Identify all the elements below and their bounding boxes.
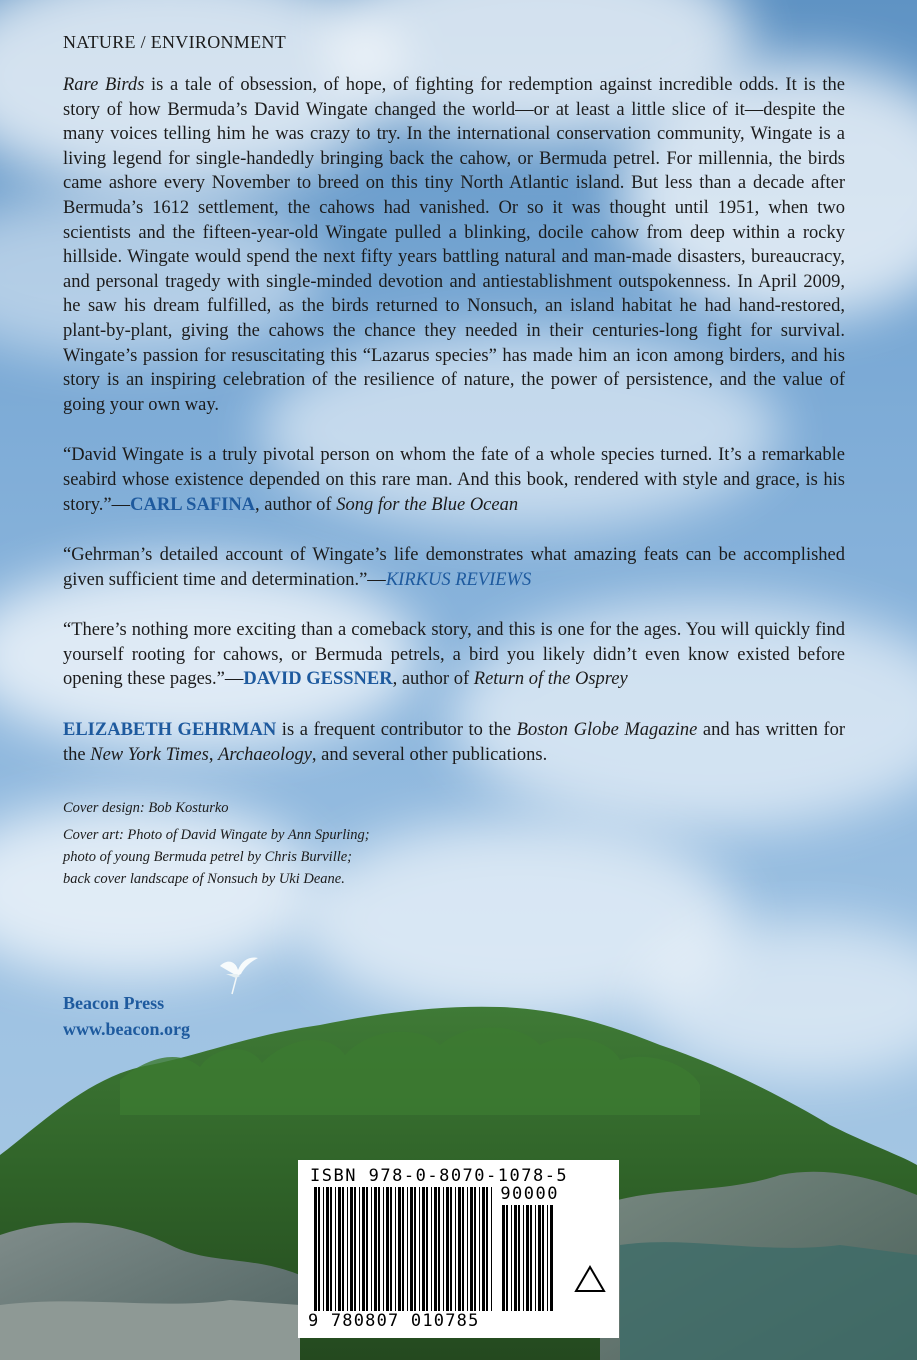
barcode-bar bbox=[426, 1187, 428, 1311]
bio-publication: Boston Globe Magazine bbox=[516, 720, 698, 741]
barcode-bar bbox=[419, 1187, 420, 1311]
author-bio bbox=[63, 718, 845, 767]
quote-gessner bbox=[63, 618, 845, 692]
barcode-bar bbox=[491, 1187, 492, 1311]
barcode-bar bbox=[438, 1187, 440, 1311]
bio-publication: New York Times bbox=[90, 744, 209, 765]
barcode-bar bbox=[323, 1187, 324, 1311]
barcode-bar bbox=[362, 1187, 365, 1311]
barcode-bar bbox=[502, 1205, 505, 1311]
barcode-bar bbox=[530, 1205, 532, 1311]
publisher-url[interactable]: www.beacon.org bbox=[63, 1019, 190, 1039]
quote-author: CARL SAFINA bbox=[130, 494, 256, 515]
barcode-bar bbox=[434, 1187, 437, 1311]
barcode-bar bbox=[338, 1187, 341, 1311]
cover-art-credit: photo of young Bermuda petrel by Chris Burville; bbox=[63, 849, 353, 866]
barcode-bar bbox=[526, 1205, 529, 1311]
barcode-bar bbox=[398, 1187, 401, 1311]
barcode-bar bbox=[386, 1187, 389, 1311]
barcode-bar bbox=[410, 1187, 413, 1311]
barcode-bar bbox=[547, 1205, 548, 1311]
barcode-bar bbox=[342, 1187, 344, 1311]
barcode-bar bbox=[482, 1187, 485, 1311]
cover-art-credit: Cover art: Photo of David Wingate by Ann Spurling; bbox=[63, 827, 370, 844]
bio-text: , bbox=[208, 744, 219, 765]
quote-text: “David Wingate is a truly pivotal person on whom the fate of a whole species turned. It’s a remarkable seabird whose existence depended on this rare man. And this book, rendered with style and grace, is his story.”— bbox=[63, 445, 845, 515]
book-description bbox=[63, 73, 845, 417]
publisher-block bbox=[63, 990, 190, 1042]
bio-publication: Archaeology bbox=[218, 744, 312, 765]
barcode-box bbox=[298, 1160, 619, 1338]
quote-source: KIRKUS REVIEWS bbox=[385, 569, 532, 590]
barcode-bar bbox=[390, 1187, 392, 1311]
barcode-bar bbox=[446, 1187, 449, 1311]
barcode-bar bbox=[347, 1187, 348, 1311]
barcode-bar bbox=[383, 1187, 384, 1311]
barcode-bar bbox=[470, 1187, 473, 1311]
barcode-bar bbox=[514, 1205, 517, 1311]
bio-text: and has written for the bbox=[63, 720, 845, 765]
barcode-bar bbox=[378, 1187, 380, 1311]
barcode-bar bbox=[479, 1187, 480, 1311]
quote-connector: , author of bbox=[255, 494, 337, 515]
barcode-addon-bars bbox=[502, 1205, 554, 1311]
barcode-bar bbox=[422, 1187, 425, 1311]
description-text: is a tale of obsession, of hope, of fighting for redemption against incredible odds. It is the story of how Bermuda’s David Wingate changed the world—or at least a little slice of it—despite the many voices telling him he was crazy to try. In the international conservation community, Wingate is a living legend for single-handedly bringing back the cahow, or Bermuda petrel. For millennia, the birds came ashore every November to breed on this tiny North Atlantic island. But less than a decade after Bermuda’s 1612 settlement, the cahows had vanished. Or so it was thought until 1951, when two scientists and the fifteen-year-old Wingate pulled a blinking, docile cahow from deep within a rocky hillside. Wingate would spend the next fifty years battling natural and man-made disasters, bureaucracy, and personal tragedy with single-minded devotion and antiestablishment outspokenness. In April 2009, he saw his dream fulfilled, as the birds returned to Nonsuch, an island habitat he had hand-restored, plant-by-plant, giving the cahows the chance they needed in their centuries-long fight for survival. Wingate’s passion for resuscitating this “Lazarus species” has made him an icon among birders, and his story is an inspiring celebration of the resilience of nature, the power of persistence, and the value of going your own way. bbox=[63, 75, 845, 415]
barcode-bar bbox=[374, 1187, 377, 1311]
book-title: Rare Birds bbox=[63, 75, 145, 95]
barcode-bar bbox=[318, 1187, 320, 1311]
barcode-bar bbox=[542, 1205, 544, 1311]
bio-text: is a frequent contributor to the bbox=[276, 720, 517, 741]
barcode-bar bbox=[366, 1187, 368, 1311]
category-label: NATURE / ENVIRONMENT bbox=[63, 32, 286, 52]
barcode-bar bbox=[350, 1187, 353, 1311]
bio-text: , and several other publications. bbox=[311, 744, 548, 765]
barcode-bar bbox=[550, 1205, 553, 1311]
barcode-bars bbox=[314, 1187, 494, 1311]
barcode-bar bbox=[402, 1187, 404, 1311]
barcode-bar bbox=[359, 1187, 360, 1311]
barcode-bar bbox=[450, 1187, 452, 1311]
barcode-bar bbox=[506, 1205, 508, 1311]
barcode-bar bbox=[535, 1205, 536, 1311]
barcode-bar bbox=[518, 1205, 520, 1311]
barcode-bar bbox=[443, 1187, 444, 1311]
barcode-bar bbox=[330, 1187, 332, 1311]
barcode-bar bbox=[511, 1205, 512, 1311]
quote-safina bbox=[63, 443, 845, 517]
quote-author: DAVID GESSNER bbox=[243, 669, 393, 690]
cover-credits bbox=[63, 797, 845, 890]
barcode-bar bbox=[314, 1187, 317, 1311]
barcode-bar bbox=[335, 1187, 336, 1311]
barcode-bar bbox=[414, 1187, 416, 1311]
barcode-bar bbox=[395, 1187, 396, 1311]
publisher-name: Beacon Press bbox=[63, 993, 165, 1013]
quote-text: “There’s nothing more exciting than a comeback story, and this is one for the ages. You will quickly find yourself rooting for cahows, or Bermuda petrels, a bird you likely didn’t even know existed before opening these pages.”— bbox=[63, 620, 845, 690]
barcode-bar bbox=[326, 1187, 329, 1311]
barcode-bar bbox=[371, 1187, 372, 1311]
isbn-label: ISBN 978-0-8070-1078-5 bbox=[310, 1166, 569, 1186]
tropicbird-image bbox=[216, 952, 260, 998]
barcode-bar bbox=[474, 1187, 476, 1311]
quote-connector: , author of bbox=[392, 669, 474, 690]
ean-digits: 9 780807 010785 bbox=[308, 1311, 480, 1331]
quote-text: “Gehrman’s detailed account of Wingate’s life demonstrates what amazing feats can be accomplished given sufficient time and determination.”— bbox=[63, 545, 845, 590]
barcode-bar bbox=[354, 1187, 356, 1311]
cover-art-credit: back cover landscape of Nonsuch by Uki Deane. bbox=[63, 871, 345, 888]
quote-work: Return of the Osprey bbox=[473, 669, 628, 690]
barcode-bar bbox=[486, 1187, 488, 1311]
price-code: 90000 bbox=[500, 1184, 559, 1204]
quote-kirkus bbox=[63, 543, 845, 592]
barcode-bar bbox=[462, 1187, 464, 1311]
barcode-bar bbox=[538, 1205, 541, 1311]
barcode-bar bbox=[467, 1187, 468, 1311]
barcode-bar bbox=[458, 1187, 461, 1311]
triangle-icon bbox=[573, 1264, 607, 1294]
barcode-bar bbox=[523, 1205, 524, 1311]
barcode-bar bbox=[431, 1187, 432, 1311]
back-cover-copy bbox=[63, 32, 845, 890]
barcode-bar bbox=[407, 1187, 408, 1311]
quote-work: Song for the Blue Ocean bbox=[336, 494, 519, 515]
author-name: ELIZABETH GEHRMAN bbox=[63, 720, 277, 741]
cover-design-credit: Cover design: Bob Kosturko bbox=[63, 800, 229, 817]
barcode-bar bbox=[455, 1187, 456, 1311]
